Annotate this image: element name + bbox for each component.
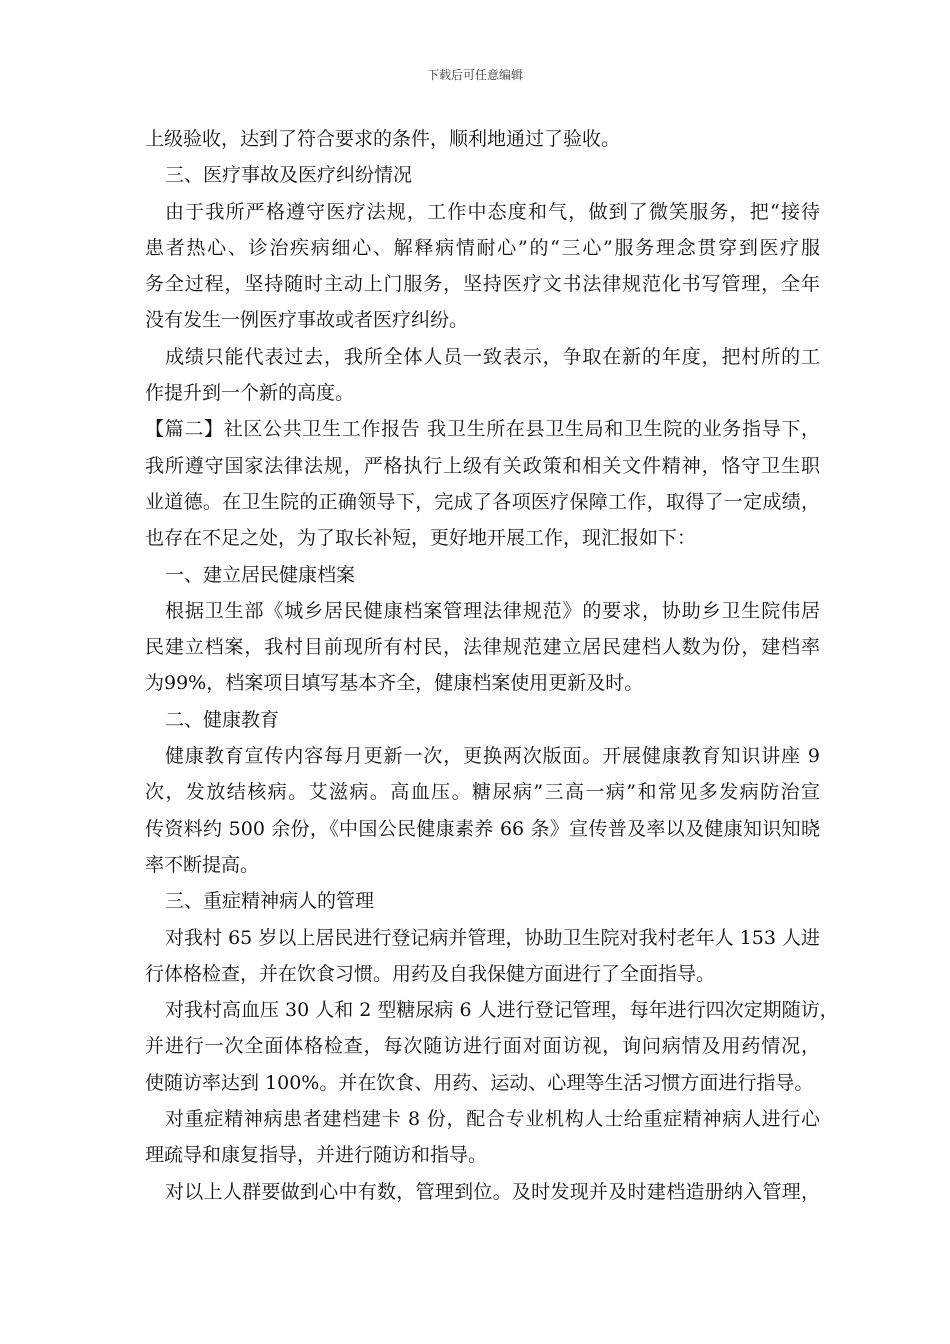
text-line: 次，发放结核病。艾滋病。高血压。糖尿病”三高一病”和常见多发病防治宣 <box>145 781 820 804</box>
text-line: 对我村高血压 30 人和 2 型糖尿病 6 人进行登记管理，每年进行四次定期随访， <box>165 999 839 1022</box>
text-line: 成绩只能代表过去，我所全体人员一致表示，争取在新的年度，把村所的工 <box>165 345 820 368</box>
text-line: 对重症精神病患者建档建卡 8 份，配合专业机构人士给重症精神病人进行心 <box>165 1108 820 1131</box>
text-line: 我所遵守国家法律法规，严格执行上级有关政策和相关文件精神，恪守卫生职 <box>145 454 820 477</box>
text-line: 民建立档案，我村目前现所有村民，法律规范建立居民建档人数为份，建档率 <box>145 636 820 659</box>
text-line: 由于我所严格遵守医疗法规，工作中态度和气，做到了微笑服务，把“接待 <box>165 200 820 223</box>
header-note: 下载后可任意编辑 <box>426 68 523 82</box>
text-line: 作提升到一个新的高度。 <box>145 382 355 405</box>
text-line: 业道德。在卫生院的正确领导下，完成了各项医疗保障工作，取得了一定成绩， <box>145 490 820 513</box>
section-heading: 三、医疗事故及医疗纠纷情况 <box>165 164 413 187</box>
text-line: 根据卫生部《城乡居民健康档案管理法律规范》的要求，协助乡卫生院伟居 <box>165 599 820 622</box>
text-line: 并进行一次全面体格检查，每次随访进行面对面访视，询问病情及用药情况， <box>145 1035 820 1058</box>
text-line: 没有发生一例医疗事故或者医疗纠纷。 <box>145 309 469 332</box>
text-line: 率不断提高。 <box>145 853 260 876</box>
text-line: 行体格检查，并在饮食习惯。用药及自我保健方面进行了全面指导。 <box>145 962 716 985</box>
section-heading: 一、建立居民健康档案 <box>165 563 356 586</box>
section-heading: 二、健康教育 <box>165 708 280 731</box>
document-body <box>145 121 839 1210</box>
text-line: 患者热心、诊治疾病细心、解释病情耐心”的“三心”服务理念贯穿到医疗服 <box>145 236 820 259</box>
text-line: 【篇二】社区公共卫生工作报告 我卫生所在县卫生局和卫生院的业务指导下， <box>145 418 820 441</box>
text-line: 务全过程，坚持随时主动上门服务，坚持医疗文书法律规范化书写管理，全年 <box>145 273 820 296</box>
text-line: 也存在不足之处，为了取长补短，更好地开展工作，现汇报如下： <box>145 527 697 550</box>
text-line: 对以上人群要做到心中有数，管理到位。及时发现并及时建档造册纳入管理， <box>165 1180 820 1203</box>
text-line: 对我村 65 岁以上居民进行登记病并管理，协助卫生院对我村老年人 153 人进 <box>165 926 820 949</box>
text-line: 理疏导和康复指导，并进行随访和指导。 <box>145 1144 488 1167</box>
section-heading: 三、重症精神病人的管理 <box>165 890 375 913</box>
text-line: 使随访率达到 100%。并在饮食、用药、运动、心理等生活习惯方面进行指导。 <box>145 1071 814 1094</box>
text-line: 为99%，档案项目填写基本齐全，健康档案使用更新及时。 <box>145 672 644 695</box>
text-line: 上级验收，达到了符合要求的条件，顺利地通过了验收。 <box>145 128 621 150</box>
text-line: 传资料约 500 余份，《中国公民健康素养 66 条》宣传普及率以及健康知识知晓 <box>145 817 820 840</box>
text-line: 健康教育宣传内容每月更新一次，更换两次版面。开展健康教育知识讲座 9 <box>165 745 820 768</box>
